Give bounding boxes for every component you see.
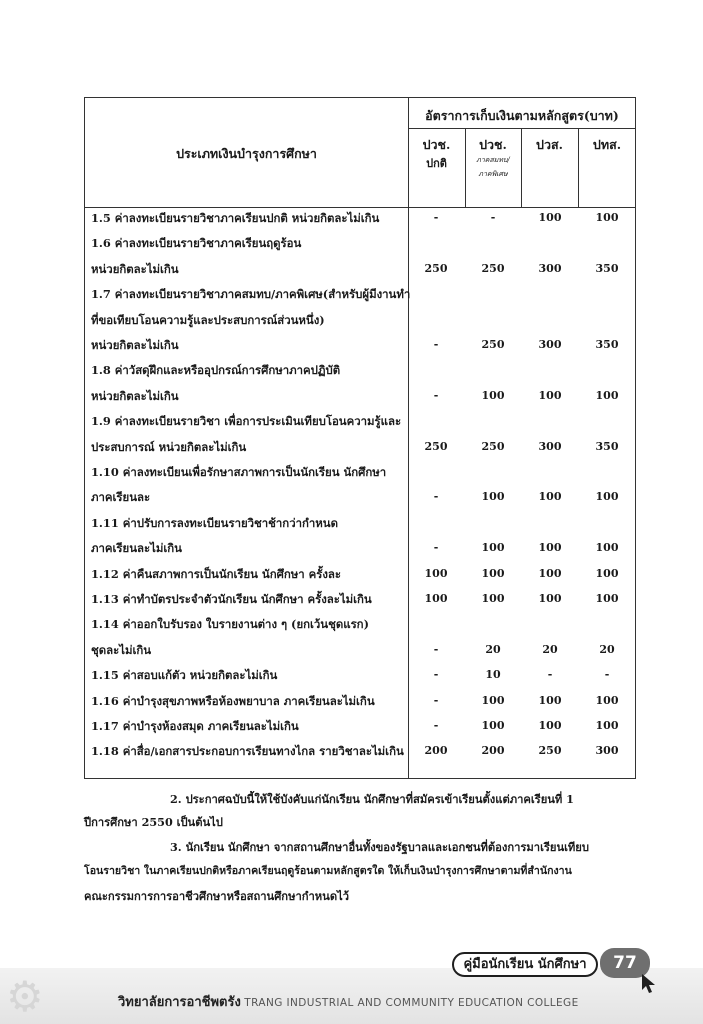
fee-value: 250	[481, 261, 505, 275]
fee-value: 100	[481, 490, 505, 504]
fee-value: -	[433, 490, 439, 504]
fee-value: 250	[424, 439, 448, 453]
row-label: หน่วยกิตละไม่เกิน	[91, 388, 179, 403]
fee-value: 100	[481, 592, 505, 605]
fee-value: -	[433, 211, 439, 224]
header-group: อัตราการเก็บเงินตามหลักสูตร(บาท)	[425, 108, 619, 123]
fee-value: 250	[481, 338, 505, 351]
row-label: 1.9 ค่าลงทะเบียนรายวิชา เพื่อการประเมินเทียบโอนความรู้และ	[91, 414, 402, 429]
fee-value: 100	[595, 566, 619, 580]
fee-value: -	[604, 668, 610, 682]
fee-value: 100	[481, 693, 505, 707]
row-label: 1.7 ค่าลงทะเบียนรายวิชาภาคสมทบ/ภาคพิเศษ(สำหรับผู้มีงานทำ	[91, 287, 411, 302]
fee-value: 100	[595, 693, 619, 707]
col-header-pvch-evening-sub: ภาคพิเศษ	[478, 170, 508, 178]
fee-value: -	[433, 719, 439, 732]
row-label: 1.11 ค่าปรับการลงทะเบียนรายวิชาช้ากว่ากำหนด	[91, 515, 338, 530]
note-2-line-2: ปีการศึกษา 2550 เป็นต้นไป	[84, 815, 223, 829]
fee-value: 100	[538, 719, 562, 732]
fee-value: 300	[595, 744, 619, 758]
fee-value: 100	[538, 388, 562, 402]
fee-value: 100	[538, 566, 562, 580]
fee-value: -	[433, 668, 439, 682]
row-label: ภาคเรียนละไม่เกิน	[91, 541, 182, 556]
fee-value: 100	[595, 211, 619, 224]
row-label: 1.17 ค่าบำรุงห้องสมุด ภาคเรียนละไม่เกิน	[91, 719, 299, 733]
fee-value: 100	[481, 719, 505, 732]
gear-icon: ⚙	[6, 972, 44, 1021]
college-name-th: วิทยาลัยการอาชีพตรัง	[118, 995, 241, 1010]
fee-value: 100	[538, 541, 562, 555]
row-label: หน่วยกิตละไม่เกิน	[91, 338, 179, 352]
fee-value: 300	[538, 338, 562, 351]
fee-value: -	[547, 668, 553, 682]
fee-value: 100	[481, 566, 505, 580]
row-label: ภาคเรียนละ	[91, 490, 151, 505]
row-label: 1.14 ค่าออกใบรับรอง ใบรายงานต่าง ๆ (ยกเว้นชุดแรก)	[91, 617, 369, 632]
fee-value: 300	[538, 439, 562, 453]
fee-value: 250	[424, 261, 448, 275]
col-header-pvch-evening-sub: ภาคสมทบ/	[476, 156, 510, 164]
pointer-arrow-icon	[640, 972, 658, 994]
fee-value: 10	[485, 668, 501, 682]
fee-value: 100	[481, 388, 505, 402]
fee-value: 200	[481, 744, 505, 758]
row-label: ประสบการณ์ หน่วยกิตละไม่เกิน	[91, 439, 247, 454]
fee-value: 100	[538, 693, 562, 707]
note-3-line-3: คณะกรรมการการอาชีวศึกษาหรือสถานศึกษากำหนดไว้	[84, 889, 349, 903]
col-header-ptks: ปทส.	[592, 137, 622, 152]
fee-value: 250	[481, 439, 505, 453]
fee-value: 20	[542, 642, 558, 656]
row-label: 1.13 ค่าทำบัตรประจำตัวนักเรียน นักศึกษา ครั้งละไม่เกิน	[91, 592, 372, 606]
fee-value: 100	[538, 592, 562, 605]
row-label: ชุดละไม่เกิน	[91, 642, 152, 657]
row-label: 1.18 ค่าสื่อ/เอกสารประกอบการเรียนทางไกล รายวิชาละไม่เกิน	[91, 744, 404, 759]
fee-value: 350	[595, 439, 619, 453]
row-label: 1.8 ค่าวัสดุฝึกและหรืออุปกรณ์การศึกษาภาคปฏิบัติ	[91, 363, 341, 378]
college-name-en: TRANG INDUSTRIAL AND COMMUNITY EDUCATION COLLEGE	[244, 997, 579, 1009]
fee-value: 100	[538, 490, 562, 504]
fee-value: -	[433, 693, 439, 707]
header-divider	[85, 207, 636, 208]
fee-value: 200	[424, 744, 448, 758]
fee-value: 300	[538, 261, 562, 275]
fee-value: 100	[481, 541, 505, 555]
col-header-pvs: ปวส.	[536, 137, 563, 152]
fee-value: -	[433, 642, 439, 656]
fee-value: -	[433, 338, 439, 351]
note-2-line-1: 2. ประกาศฉบับนี้ให้ใช้บังคับแก่นักเรียน นักศึกษาที่สมัครเข้าเรียนตั้งแต่ภาคเรียนที่ 1	[170, 792, 574, 806]
handbook-label: คู่มือนักเรียน นักศึกษา	[452, 952, 598, 977]
fee-value: 250	[538, 744, 562, 758]
fee-table	[84, 97, 636, 779]
note-3-line-2: โอนรายวิชา ในภาคเรียนปกติหรือภาคเรียนฤดูร้อนตามหลักสูตรใด ให้เก็บเงินบำรุงการศึกษาตามที่สำนักงาน	[84, 865, 572, 877]
fee-value: 100	[595, 719, 619, 732]
col-header-pvch-normal: ปวช.	[422, 137, 451, 152]
fee-value: 350	[595, 338, 619, 351]
fee-value: 100	[595, 490, 619, 504]
fee-value: -	[433, 388, 439, 402]
col-header-pvch-evening: ปวช.	[479, 137, 507, 152]
row-label: 1.16 ค่าบำรุงสุขภาพหรือห้องพยาบาล ภาคเรียนละไม่เกิน	[91, 693, 375, 708]
row-label: ที่ขอเทียบโอนความรู้และประสบการณ์ส่วนหนึ่ง)	[91, 312, 325, 327]
row-label: 1.5 ค่าลงทะเบียนรายวิชาภาคเรียนปกติ หน่วยกิตละไม่เกิน	[91, 211, 380, 225]
fee-value: 100	[538, 211, 562, 224]
page-number: 77	[600, 948, 650, 978]
college-name	[118, 991, 579, 1012]
row-label: 1.12 ค่าคืนสภาพการเป็นนักเรียน นักศึกษา ครั้งละ	[91, 566, 342, 581]
fee-value: 100	[595, 388, 619, 402]
fee-value: -	[433, 541, 439, 555]
note-3-line-1: 3. นักเรียน นักศึกษา จากสถานศึกษาอื่นทั้งของรัฐบาลและเอกชนที่ต้องการมาเรียนเทียบ	[170, 840, 589, 854]
fee-value: 100	[424, 566, 448, 580]
header-type: ประเภทเงินบำรุงการศึกษา	[176, 146, 317, 161]
fee-value: 350	[595, 261, 619, 275]
fee-value: 100	[595, 592, 619, 605]
row-label: 1.6 ค่าลงทะเบียนรายวิชาภาคเรียนฤดูร้อน	[91, 236, 302, 251]
fee-value: 20	[599, 642, 615, 656]
fee-value: -	[490, 211, 496, 224]
fee-value: 100	[595, 541, 619, 555]
fee-value: 100	[424, 592, 448, 605]
row-label: 1.10 ค่าลงทะเบียนเพื่อรักษาสภาพการเป็นนักเรียน นักศึกษา	[91, 465, 387, 479]
col-header-pvch-normal-sub: ปกติ	[426, 157, 447, 170]
row-label: 1.15 ค่าสอบแก้ตัว หน่วยกิตละไม่เกิน	[91, 668, 278, 683]
row-label: หน่วยกิตละไม่เกิน	[91, 261, 179, 276]
fee-value: 20	[485, 642, 501, 656]
header-divider	[408, 128, 636, 129]
